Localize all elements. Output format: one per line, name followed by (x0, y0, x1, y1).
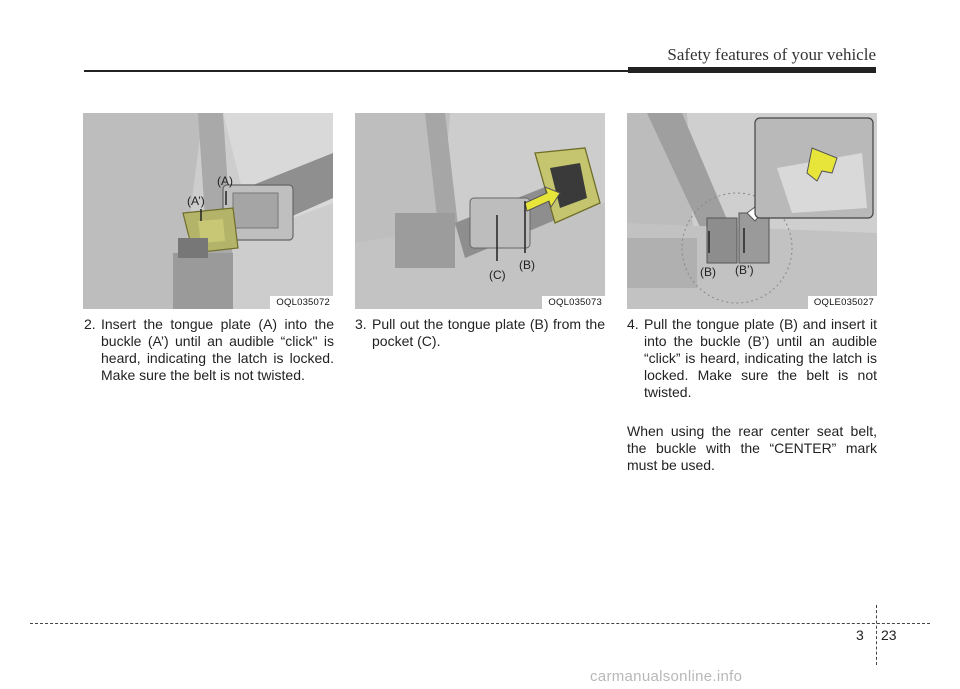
figure-code: OQL035072 (270, 296, 333, 309)
figure-code: OQL035073 (542, 296, 605, 309)
seatbelt-illustration-3 (627, 113, 877, 309)
center-seat-note: When using the rear center seat belt, the buckle with the “CENTER” mark must be used. (627, 423, 877, 473)
label-tongue-a: (A) (217, 174, 233, 188)
header-rule-accent (628, 67, 876, 73)
footer-rule (30, 623, 930, 624)
footer-divider (876, 605, 877, 665)
header-rule (84, 70, 628, 72)
step-text: Insert the tongue plate (A) into the buckle (A’) until an audible “click" is heard, indicating the latch is locked. Make sure the belt is not twisted. (101, 316, 334, 383)
page-number: 23 (881, 627, 897, 643)
figure-buckle-insert-center (627, 113, 877, 309)
section-number: 3 (856, 627, 864, 643)
watermark: carmanualsonline.info (590, 668, 743, 685)
figure-buckle-insert (83, 113, 333, 309)
step-number: 2. (84, 316, 96, 332)
step-text: Pull out the tongue plate (B) from the pocket (C). (372, 316, 605, 349)
step-text: Pull the tongue plate (B) and insert it into the buckle (B’) until an audible “click” is heard, indicating the latch is locked. Make sure the belt is not twisted. (644, 316, 877, 400)
seatbelt-illustration-2 (355, 113, 605, 309)
label-tongue-b: (B) (519, 258, 535, 272)
label-tongue-b: (B) (700, 265, 716, 279)
caption-step-2 (84, 316, 334, 384)
label-buckle-b-prime: (B’) (735, 263, 754, 277)
caption-step-3 (355, 316, 605, 350)
figure-tongue-pocket (355, 113, 605, 309)
step-number: 3. (355, 316, 367, 332)
label-buckle-a-prime: (A’) (187, 194, 205, 208)
caption-step-4 (627, 316, 877, 401)
seatbelt-illustration-1 (83, 113, 333, 309)
label-pocket-c: (C) (489, 268, 506, 282)
figure-code: OQLE035027 (808, 296, 877, 309)
header-title: Safety features of your vehicle (667, 45, 876, 64)
step-number: 4. (627, 316, 639, 332)
